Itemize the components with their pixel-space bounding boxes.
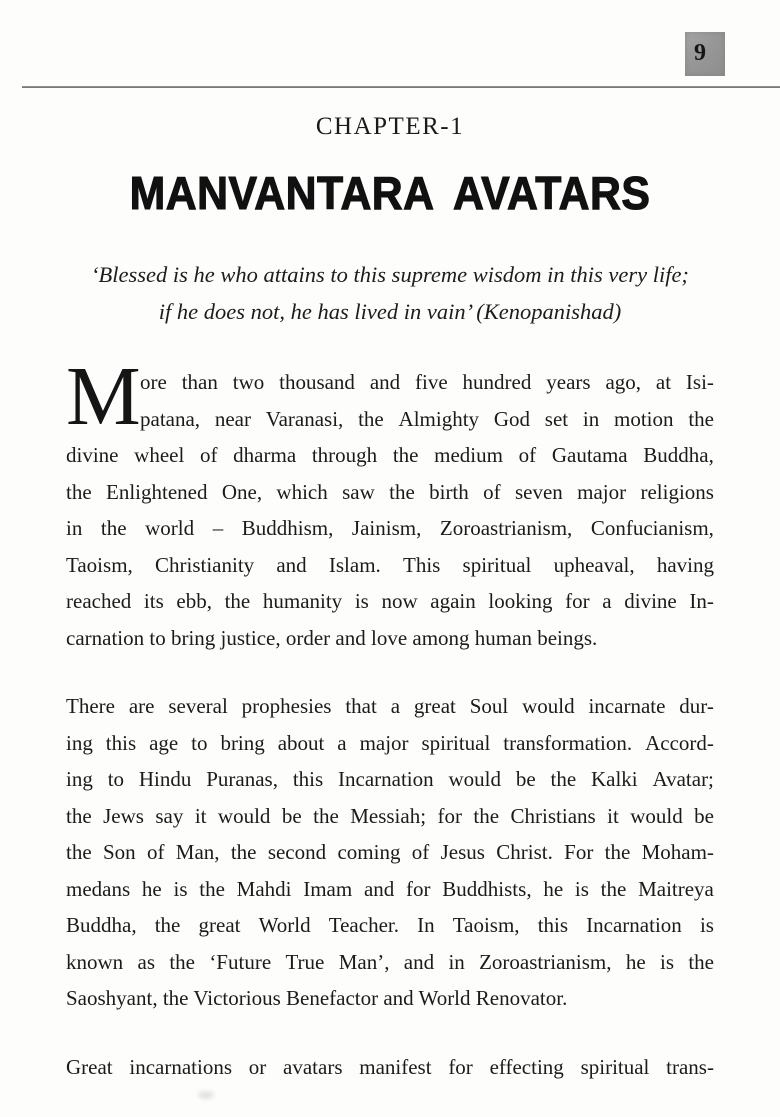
paragraph — [66, 688, 714, 1017]
epigraph-line-1: ‘Blessed is he who attains to this supreme wisdom in this very life; — [91, 262, 689, 287]
text-line: There are several prophesies that a great Soul would incarnate dur- — [66, 694, 714, 718]
epigraph-line-2: if he does not, he has lived in vain’ (Kenopanishad) — [158, 299, 622, 324]
text-line: medans he is the Mahdi Imam and for Buddhists, he is the Maitreya — [66, 876, 714, 901]
drop-cap: M — [66, 350, 141, 443]
text-line: carnation to bring justice, order and love among human beings. — [66, 625, 598, 650]
text-line: the Son of Man, the second coming of Jesus Christ. For the Moham- — [66, 840, 714, 864]
text-line: in the world – Buddhism, Jainism, Zoroastrianism, Confucianism, — [66, 516, 714, 540]
page-number: 9 — [694, 39, 706, 66]
scan-smudge — [198, 1091, 214, 1099]
page-title: MANVANTARA AVATARS — [129, 167, 651, 219]
text-line: ing this age to bring about a major spiritual transformation. Accord- — [66, 730, 714, 755]
text-line: the Enlightened One, which saw the birth of seven major religions — [66, 479, 714, 504]
text-line: patana, near Varanasi, the Almighty God set in motion the — [140, 406, 714, 431]
text-line: ing to Hindu Puranas, this Incarnation would be the Kalki Avatar; — [66, 767, 714, 791]
text-line: the Jews say it would be the Messiah; for the Christians it would be — [66, 803, 714, 828]
text-line: Great incarnations or avatars manifest for effecting spiritual trans- — [66, 1054, 714, 1079]
paragraph — [66, 1049, 714, 1086]
text-line: Taoism, Christianity and Islam. This spiritual upheaval, having — [66, 552, 714, 577]
text-line: ore than two thousand and five hundred years ago, at Isi- — [140, 370, 714, 394]
text-line: Saoshyant, the Victorious Benefactor and World Renovator. — [66, 986, 568, 1010]
chapter-label: CHAPTER-1 — [315, 113, 465, 140]
text-line: reached its ebb, the humanity is now again looking for a divine In- — [66, 589, 714, 613]
epigraph — [66, 256, 714, 330]
paragraph — [66, 350, 714, 656]
body-text — [66, 350, 714, 1085]
text-line: divine wheel of dharma through the medium of Gautama Buddha, — [66, 443, 714, 467]
text-line: Buddha, the great World Teacher. In Taoism, this Incarnation is — [66, 913, 714, 937]
text-line: known as the ‘Future True Man’, and in Zoroastrianism, he is the — [66, 949, 714, 974]
